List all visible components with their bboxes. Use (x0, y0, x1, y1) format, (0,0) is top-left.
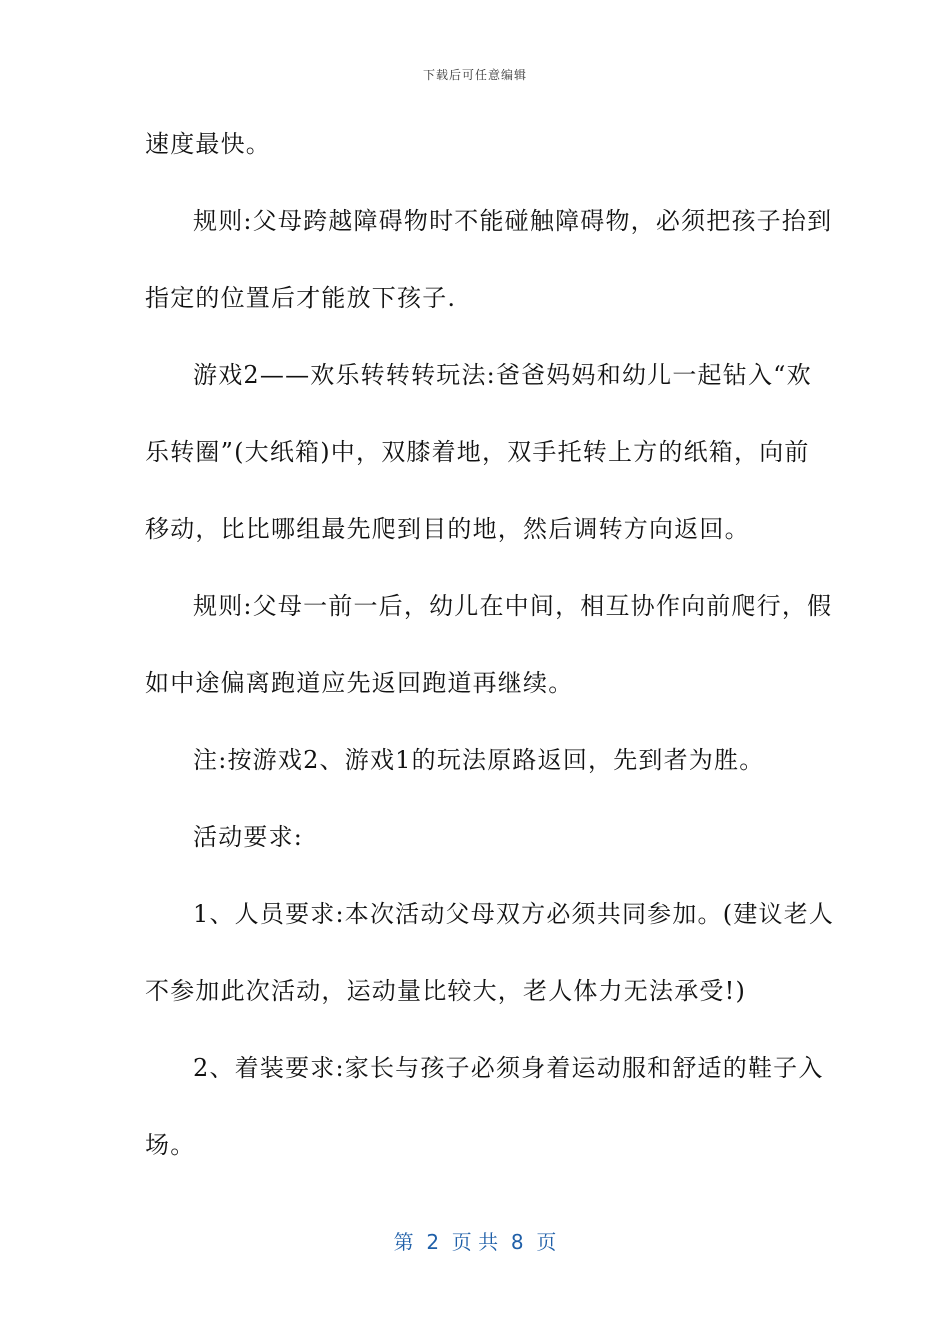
text-line: 如中途偏离跑道应先返回跑道再继续。 (145, 669, 574, 697)
text-line: 活动要求: (193, 823, 304, 851)
text-line: 规则:父母跨越障碍物时不能碰触障碍物，必须把孩子抬到 (193, 207, 833, 235)
text-line: 乐转圈”(大纸箱)中，双膝着地，双手托转上方的纸箱，向前 (145, 438, 810, 466)
page-header-note: 下载后可任意编辑 (422, 68, 527, 82)
text-line: 2、着装要求:家长与孩子必须身着运动服和舒适的鞋子入 (193, 1054, 824, 1082)
text-line: 不参加此次活动，运动量比较大，老人体力无法承受!) (145, 977, 747, 1005)
text-line: 场。 (145, 1131, 196, 1159)
text-line: 游戏2——欢乐转转转玩法:爸爸妈妈和幼儿一起钻入“欢 (193, 361, 812, 389)
text-line: 注:按游戏2、游戏1的玩法原路返回，先到者为胜。 (193, 746, 765, 774)
text-line: 指定的位置后才能放下孩子. (145, 284, 457, 312)
text-line: 规则:父母一前一后，幼儿在中间，相互协作向前爬行，假 (193, 592, 833, 620)
text-line: 移动，比比哪组最先爬到目的地，然后调转方向返回。 (145, 515, 750, 543)
page-number-footer: 第 2 页 共 8 页 (393, 1230, 557, 1254)
text-line: 1、人员要求:本次活动父母双方必须共同参加。(建议老人 (193, 900, 835, 928)
text-line: 速度最快。 (145, 130, 271, 158)
